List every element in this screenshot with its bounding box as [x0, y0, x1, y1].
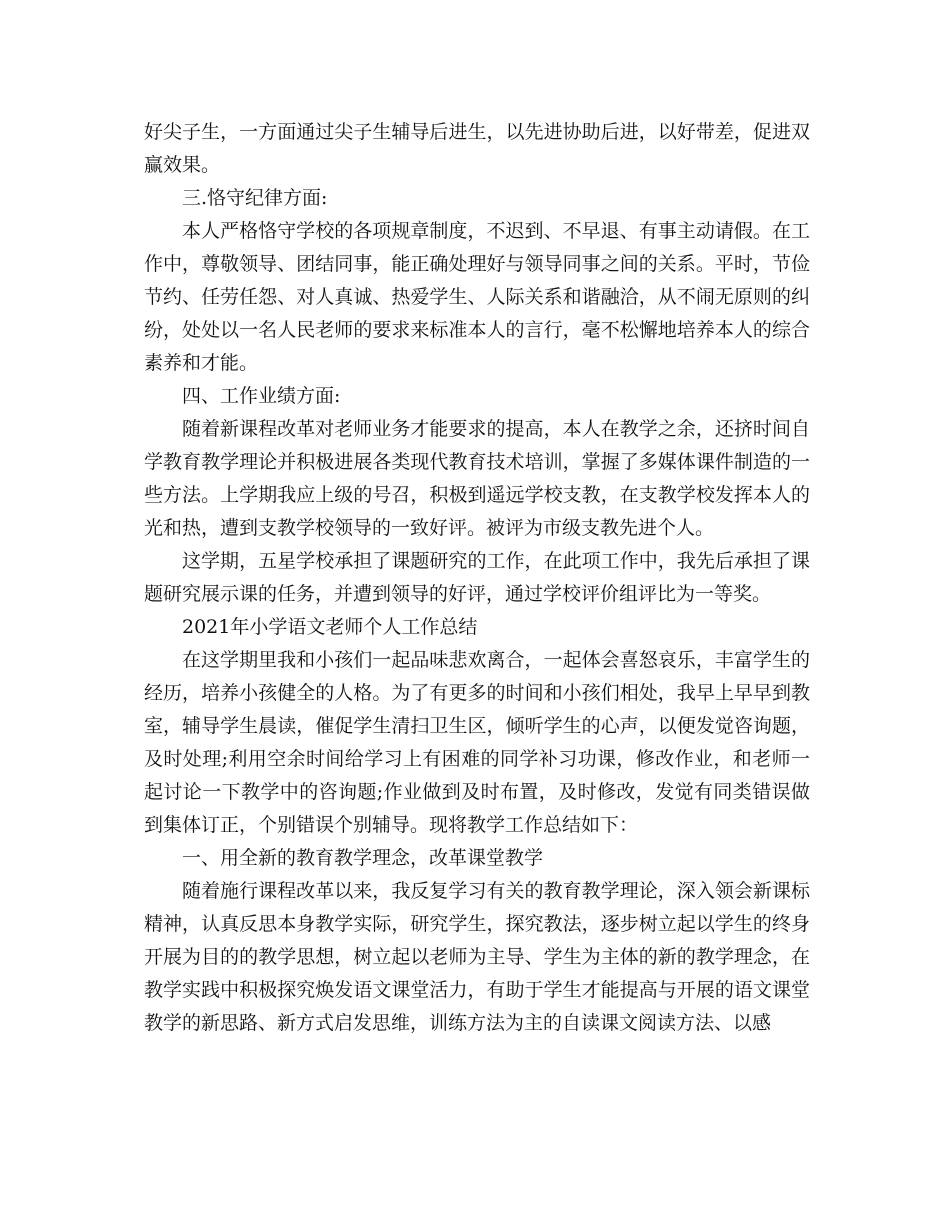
document-title: 2021年小学语文老师个人工作总结 [182, 616, 478, 638]
paragraph-continuation: 好尖子生，一方面通过尖子生辅导后进生，以先进协助后进，以好带差，促进双赢效果。 [144, 121, 810, 176]
paragraph-discipline: 本人严格恪守学校的各项规章制度，不迟到、不早退、有事主动请假。在工作中，尊敬领导、团结同事，能正确处理好与领导同事之间的关系。平时，节俭节约、任劳任怨、对人真诚、热爱学生、人际关系和谐融洽，从不闹无原则的纠纷，处处以一名人民老师的要求来标准本人的言行，毫不松懈地培养本人的综合素养和才能。 [144, 220, 810, 374]
paragraph-achievements: 随着新课程改革对老师业务才能要求的提高，本人在教学之余，还挤时间自学教育教学理论并积极进展各类现代教育技术培训，掌握了多媒体课件制造的一些方法。上学期我应上级的号召，积极到遥远学校支教，在支教学校发挥本人的光和热，遭到支教学校领导的一致好评。被评为市级支教先进个人。 [144, 418, 810, 539]
paragraph-teaching-reform: 随着施行课程改革以来，我反复学习有关的教育教学理论，深入领会新课标精神，认真反思本身教学实际，研究学生，探究教法，逐步树立起以学生的终身开展为目的的教学思想，树立起以老师为主导、学生为主体的新的教学理念，在教学实践中积极探究焕发语文课堂活力，有助于学生才能提高与开展的语文课堂教学的新思路、新方式启发思维，训练方法为主的自读课文阅读方法、以感 [144, 880, 810, 1034]
document-body [144, 116, 810, 1040]
section-heading-teaching-reform: 一、用全新的教育教学理念，改革课堂教学 [182, 847, 544, 869]
paragraph-research: 这学期，五星学校承担了课题研究的工作，在此项工作中，我先后承担了课题研究展示课的任务，并遭到领导的好评，通过学校评价组评比为一等奖。 [144, 550, 810, 605]
section-heading-achievements: 四、工作业绩方面: [182, 385, 341, 407]
paragraph-intro: 在这学期里我和小孩们一起品味悲欢离合，一起体会喜怒哀乐，丰富学生的经历，培养小孩健全的人格。为了有更多的时间和小孩们相处，我早上早早到教室，辅导学生晨读，催促学生清扫卫生区，倾听学生的心声，以便发觉咨询题，及时处理;利用空余时间给学习上有困难的同学补习功课，修改作业，和老师一起讨论一下教学中的咨询题;作业做到及时布置，及时修改，发觉有同类错误做到集体订正，个别错误个别辅导。现将教学工作总结如下： [144, 649, 810, 836]
section-heading-discipline: 三.恪守纪律方面: [182, 187, 328, 209]
